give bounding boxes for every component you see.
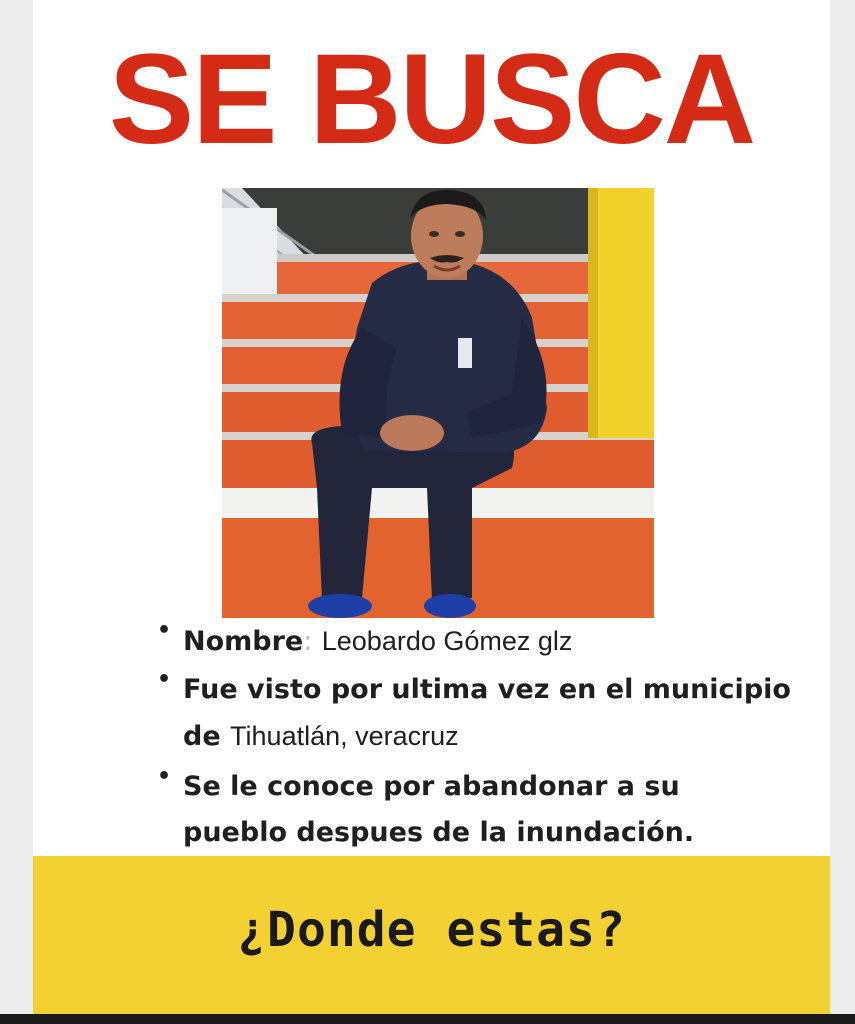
- known-for-line-1: Se le conoce por abandonar a su: [183, 771, 680, 802]
- last-seen-prefix: de: [183, 721, 221, 752]
- known-for-line-2: pueblo despues de la inundación.: [183, 817, 695, 848]
- name-value: Leobardo Gómez glz: [321, 626, 573, 656]
- name-label: Nombre: [183, 626, 304, 657]
- person-details: [153, 618, 813, 856]
- person-photo: [222, 188, 654, 618]
- name-separator: :: [303, 626, 313, 657]
- bullet-icon: •: [157, 764, 172, 789]
- detail-name: [153, 618, 813, 665]
- bottom-edge: [0, 1014, 855, 1024]
- banner-question: ¿Donde estas?: [237, 902, 626, 958]
- missing-person-poster: [33, 0, 830, 1014]
- photo-illustration: [222, 188, 654, 618]
- detail-last-seen: [153, 667, 813, 760]
- poster-headline: SE BUSCA: [108, 28, 755, 171]
- bottom-banner: [33, 856, 830, 1014]
- detail-known-for: [153, 764, 813, 856]
- last-seen-location: Tihuatlán, veracruz: [230, 721, 459, 751]
- bullet-icon: •: [157, 618, 172, 643]
- bullet-icon: •: [157, 667, 172, 692]
- last-seen-line-1: Fue visto por ultima vez en el municipio: [183, 674, 791, 705]
